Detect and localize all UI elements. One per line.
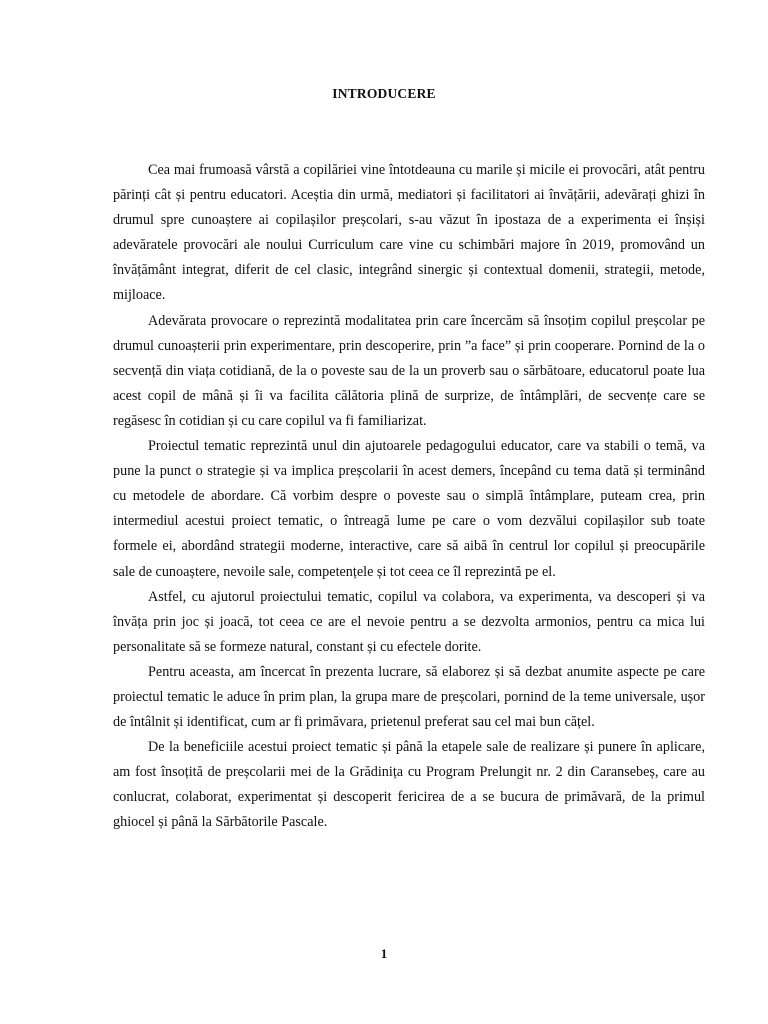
paragraph-6: De la beneficiile acestui proiect tematic și până la etapele sale de realizare și punere în aplicare, am fost însoțită de preșcolarii mei de la Grădinița cu Program Prelungit nr. 2 din Caransebeș, care au conlucrat, colaborat, experimentat și descoperit fericirea de a se bucura de primăvară, de la primul ghiocel și până la Sărbătorile Pascale. — [113, 739, 705, 831]
paragraph-5: Pentru aceasta, am încercat în prezenta lucrare, să elaborez și să dezbat anumite aspecte pe care proiectul tematic le aduce în prim plan, la grupa mare de preșcolari, pornind de la teme universale, ușor de întâlnit și identificat, cum ar fi primăvara, prietenul preferat sau cel mai bun cățel. — [113, 663, 705, 731]
paragraph-3: Proiectul tematic reprezintă unul din ajutoarele pedagogului educator, care va stabili o temă, va pune la punct o strategie și va implica preșcolarii în acest demers, începând cu tema dată și terminând cu metodele de abordare. Că vorbim despre o poveste sau o simplă întâmplare, puteam crea, prin intermediul acestui proiect tematic, o întreagă lume pe care o vom dezvălui copilașilor sub toate formele ei, abordând strategii moderne, interactive, care să aibă în centrul lor copilul și preocupările sale de cunoaștere, nevoile sale, competențele și tot ceea ce îl reprezintă pe el. — [113, 438, 705, 580]
page-title: INTRODUCERE — [332, 86, 436, 101]
paragraph-1: Cea mai frumoasă vârstă a copilăriei vine întotdeauna cu marile și micile ei provocări, atât pentru părinți cât și pentru educatori. Aceștia din urmă, mediatori și facilitatori ai învățării, adevărați ghizi în drumul spre cunoaștere ai copilașilor preșcolari, s-au văzut în ipostaza de a experimenta ei înșiși adevăratele provocări ale noului Curriculum care vine cu schimbări majore în 2019, promovând un învățământ integrat, diferit de cel clasic, integrând sinergic și contextual domenii, strategii, metode, mijloace. — [113, 162, 705, 304]
paragraph-4: Astfel, cu ajutorul proiectului tematic, copilul va colabora, va experimenta, va descoperi și va învăța prin joc și joacă, tot ceea ce are el nevoie pentru a se dezvolta armonios, pentru ca mica lui personalitate să se formeze natural, constant și cu efectele dorite. — [113, 588, 705, 655]
body-text — [113, 158, 705, 836]
paragraph-2: Adevărata provocare o reprezintă modalitatea prin care încercăm să însoțim copilul preșcolar pe drumul cunoașterii prin experimentare, prin descoperire, prin ”a face” și prin cooperare. Pornind de la o secvență din viața cotidiană, de la o poveste sau de la un proverb sau o sărbătoare, educatorul poate lua acest copil de mână și îi va facilita călătoria plină de surprize, de întâmplări, de secvențe care se regăsesc în cotidian și cu care copilul va fi familiarizat. — [113, 312, 705, 429]
page-number: 1 — [380, 946, 388, 961]
